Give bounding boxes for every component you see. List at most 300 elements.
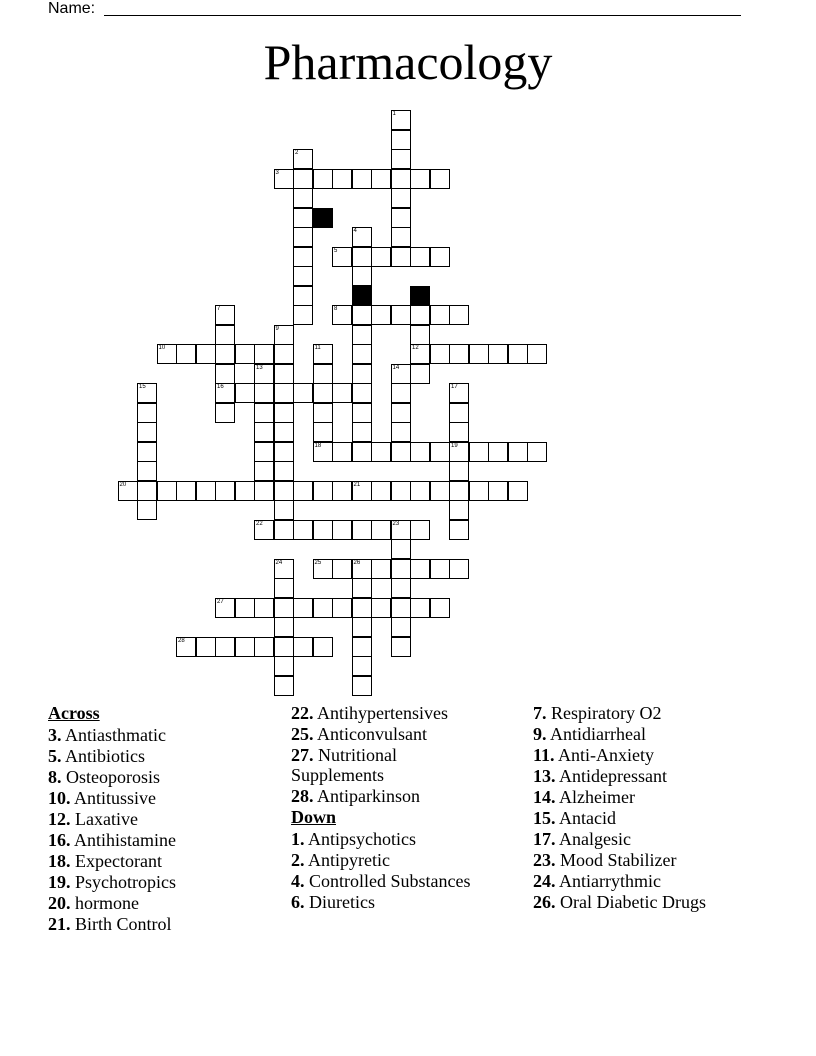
clue-text: Antiasthmatic <box>65 725 166 745</box>
grid-cell[interactable] <box>332 305 352 325</box>
grid-cell[interactable] <box>254 403 274 423</box>
grid-cell[interactable] <box>391 188 411 208</box>
grid-cell[interactable] <box>293 266 313 286</box>
clue-number: 16. <box>48 830 71 850</box>
clue-number: 2 <box>295 150 299 156</box>
clue-number: 3 <box>275 169 279 176</box>
grid-cell[interactable] <box>215 403 235 423</box>
clue-number: 6. <box>291 892 305 912</box>
grid-cell[interactable] <box>410 364 430 384</box>
clue-number: 27 <box>217 598 224 605</box>
grid-cell[interactable] <box>410 247 430 267</box>
grid-cell[interactable] <box>215 481 235 501</box>
grid-cell[interactable] <box>352 676 372 696</box>
black-cell <box>410 286 430 306</box>
grid-cell[interactable] <box>430 598 450 618</box>
clue-text: Laxative <box>75 809 138 829</box>
page-title: Pharmacology <box>263 34 553 90</box>
grid-cell[interactable] <box>313 637 333 657</box>
grid-cell[interactable] <box>274 656 294 676</box>
grid-cell[interactable] <box>215 383 235 403</box>
clue-number: 20. <box>48 893 71 913</box>
clue-number: 10. <box>48 788 71 808</box>
grid-cell[interactable] <box>352 227 372 247</box>
clue-text: Antidepressant <box>559 766 667 786</box>
clue-item <box>533 892 793 912</box>
grid-cell[interactable] <box>391 110 411 130</box>
grid-cell[interactable] <box>391 617 411 637</box>
clue-text: Anticonvulsant <box>317 724 428 744</box>
clue-item <box>533 808 793 828</box>
grid-cell[interactable] <box>196 481 216 501</box>
grid-cell[interactable] <box>371 247 391 267</box>
clue-number: 4. <box>291 871 305 891</box>
grid-cell[interactable] <box>137 461 157 481</box>
grid-cell[interactable] <box>352 481 372 501</box>
grid-cell[interactable] <box>391 227 411 247</box>
clue-number: 28 <box>178 637 185 644</box>
grid-cell[interactable] <box>469 344 489 364</box>
black-cell <box>313 208 333 228</box>
grid-cell[interactable] <box>430 169 450 189</box>
grid-cell[interactable] <box>274 578 294 598</box>
grid-cell[interactable] <box>176 344 196 364</box>
grid-cell[interactable] <box>293 247 313 267</box>
grid-cell[interactable] <box>352 578 372 598</box>
grid-cell[interactable] <box>215 344 235 364</box>
grid-cell[interactable] <box>254 344 274 364</box>
grid-cell[interactable] <box>157 344 177 364</box>
grid-cell[interactable] <box>196 344 216 364</box>
clue-number: 18 <box>314 442 322 449</box>
grid-cell[interactable] <box>274 461 294 481</box>
grid-cell[interactable] <box>313 403 333 423</box>
clue-item <box>48 788 278 808</box>
grid-cell[interactable] <box>410 305 430 325</box>
grid-cell[interactable] <box>274 169 294 189</box>
clue-number: 14. <box>533 787 556 807</box>
grid-cell[interactable] <box>293 520 313 540</box>
grid-cell[interactable] <box>430 559 450 579</box>
grid-cell[interactable] <box>293 286 313 306</box>
clue-number: 9. <box>533 724 547 744</box>
grid-cell[interactable] <box>391 637 411 657</box>
grid-cell[interactable] <box>352 383 372 403</box>
grid-cell[interactable] <box>449 305 469 325</box>
clue-number: 24 <box>275 559 283 566</box>
grid-cell[interactable] <box>371 598 391 618</box>
grid-cell[interactable] <box>313 520 333 540</box>
grid-cell[interactable] <box>430 344 450 364</box>
grid-cell[interactable] <box>293 149 313 169</box>
clue-item <box>533 787 793 807</box>
grid-cell[interactable] <box>254 637 274 657</box>
grid-cell[interactable] <box>274 442 294 462</box>
clue-heading: Down <box>291 807 337 827</box>
grid-cell[interactable] <box>352 403 372 423</box>
clue-number: 12 <box>412 345 419 351</box>
grid-cell[interactable] <box>410 325 430 345</box>
grid-cell[interactable] <box>352 656 372 676</box>
grid-cell[interactable] <box>235 383 255 403</box>
grid-cell[interactable] <box>254 442 274 462</box>
clue-item <box>291 829 491 849</box>
clue-item <box>48 893 278 913</box>
clue-number: 7. <box>533 703 547 723</box>
grid-cell[interactable] <box>332 247 352 267</box>
grid-cell[interactable] <box>274 325 294 345</box>
clue-number: 20 <box>119 481 127 488</box>
grid-cell[interactable] <box>430 305 450 325</box>
grid-cell[interactable] <box>430 442 450 462</box>
grid-cell[interactable] <box>371 442 391 462</box>
grid-cell[interactable] <box>391 130 411 150</box>
grid-cell[interactable] <box>352 305 372 325</box>
grid-cell[interactable] <box>274 598 294 618</box>
clue-item <box>291 786 491 806</box>
clue-number: 22 <box>256 520 263 527</box>
grid-cell[interactable] <box>371 305 391 325</box>
clue-number: 22. <box>291 703 314 723</box>
grid-cell[interactable] <box>137 403 157 423</box>
grid-cell[interactable] <box>391 383 411 403</box>
grid-cell[interactable] <box>137 422 157 442</box>
clue-text: Antipyretic <box>308 850 390 870</box>
clue-number: 13 <box>256 364 263 371</box>
clue-text: Antitussive <box>74 788 157 808</box>
grid-cell[interactable] <box>215 364 235 384</box>
clue-item <box>48 872 278 892</box>
clue-text: Analgesic <box>559 829 631 849</box>
clue-item <box>291 703 491 723</box>
grid-cell[interactable] <box>391 598 411 618</box>
grid-cell[interactable] <box>430 247 450 267</box>
grid-cell[interactable] <box>293 383 313 403</box>
clue-item <box>291 745 491 785</box>
clue-item <box>533 850 793 870</box>
grid-cell[interactable] <box>449 383 469 403</box>
grid-cell[interactable] <box>254 520 274 540</box>
grid-cell[interactable] <box>332 559 352 579</box>
grid-cell[interactable] <box>293 169 313 189</box>
clue-text: Mood Stabilizer <box>560 850 677 870</box>
grid-cell[interactable] <box>508 442 528 462</box>
clue-item <box>533 703 793 723</box>
grid-cell[interactable] <box>352 637 372 657</box>
grid-cell[interactable] <box>391 149 411 169</box>
grid-cell[interactable] <box>176 481 196 501</box>
grid-cell[interactable] <box>293 208 313 228</box>
clue-text: Expectorant <box>75 851 162 871</box>
grid-cell[interactable] <box>449 500 469 520</box>
clue-number: 7 <box>217 306 221 312</box>
clue-item <box>48 725 278 745</box>
grid-cell[interactable] <box>352 598 372 618</box>
clue-text: Psychotropics <box>75 872 176 892</box>
grid-cell[interactable] <box>274 520 294 540</box>
clue-item <box>533 766 793 786</box>
grid-cell[interactable] <box>313 481 333 501</box>
clues-middle-column <box>291 703 491 913</box>
clue-text: Diuretics <box>309 892 375 912</box>
clue-item <box>291 724 491 744</box>
grid-cell[interactable] <box>274 637 294 657</box>
grid-cell[interactable] <box>410 481 430 501</box>
clue-number: 11 <box>314 345 321 351</box>
clue-text: Antiparkinson <box>317 786 421 806</box>
grid-cell[interactable] <box>332 520 352 540</box>
grid-cell[interactable] <box>235 481 255 501</box>
clue-number: 24. <box>533 871 556 891</box>
grid-cell[interactable] <box>235 344 255 364</box>
clue-number: 27. <box>291 745 314 765</box>
grid-cell[interactable] <box>371 169 391 189</box>
clue-item <box>291 892 491 912</box>
grid-cell[interactable] <box>352 325 372 345</box>
grid-cell[interactable] <box>508 344 528 364</box>
clue-number: 26 <box>353 559 361 566</box>
grid-cell[interactable] <box>254 422 274 442</box>
clue-text: Antacid <box>559 808 616 828</box>
grid-cell[interactable] <box>313 422 333 442</box>
grid-cell[interactable] <box>449 481 469 501</box>
clue-item <box>48 851 278 871</box>
grid-cell[interactable] <box>391 422 411 442</box>
clue-text: Antihypertensives <box>317 703 448 723</box>
grid-cell[interactable] <box>137 442 157 462</box>
clue-number: 15 <box>139 384 146 390</box>
grid-cell[interactable] <box>254 364 274 384</box>
grid-cell[interactable] <box>469 442 489 462</box>
clue-number: 19. <box>48 872 71 892</box>
clue-number: 2. <box>291 850 305 870</box>
clue-number: 10 <box>158 345 166 351</box>
grid-cell[interactable] <box>274 676 294 696</box>
clue-text: Alzheimer <box>559 787 635 807</box>
clue-text: Antipsychotics <box>308 829 417 849</box>
clue-number: 1 <box>392 111 396 117</box>
grid-cell[interactable] <box>137 383 157 403</box>
grid-cell[interactable] <box>391 247 411 267</box>
clue-number: 23. <box>533 850 556 870</box>
grid-cell[interactable] <box>254 481 274 501</box>
grid-cell[interactable] <box>215 325 235 345</box>
grid-cell[interactable] <box>391 403 411 423</box>
clue-number: 8. <box>48 767 62 787</box>
grid-cell[interactable] <box>352 442 372 462</box>
grid-cell[interactable] <box>371 559 391 579</box>
clue-text: Antibiotics <box>65 746 146 766</box>
clue-text: Birth Control <box>75 914 172 934</box>
grid-cell[interactable] <box>352 344 372 364</box>
grid-cell[interactable] <box>352 169 372 189</box>
clue-number: 9 <box>275 325 279 332</box>
grid-cell[interactable] <box>391 305 411 325</box>
grid-cell[interactable] <box>352 520 372 540</box>
grid-cell[interactable] <box>332 598 352 618</box>
grid-cell[interactable] <box>449 461 469 481</box>
grid-cell[interactable] <box>293 305 313 325</box>
clue-number: 5 <box>334 247 338 254</box>
clue-text: Osteoporosis <box>66 767 160 787</box>
grid-cell[interactable] <box>410 520 430 540</box>
grid-cell[interactable] <box>410 344 430 364</box>
clue-number: 4 <box>353 228 357 234</box>
grid-cell[interactable] <box>352 266 372 286</box>
grid-cell[interactable] <box>352 617 372 637</box>
clue-text: Controlled Substances <box>309 871 471 891</box>
clue-number: 17 <box>451 384 458 390</box>
grid-cell[interactable] <box>274 364 294 384</box>
clue-item <box>533 829 793 849</box>
grid-cell[interactable] <box>157 481 177 501</box>
grid-cell[interactable] <box>332 481 352 501</box>
clue-item <box>48 914 278 934</box>
clue-heading: Across <box>48 703 100 723</box>
grid-cell[interactable] <box>488 344 508 364</box>
grid-cell[interactable] <box>274 344 294 364</box>
grid-cell[interactable] <box>332 169 352 189</box>
grid-cell[interactable] <box>352 364 372 384</box>
clue-number: 18. <box>48 851 71 871</box>
clue-number: 13. <box>533 766 556 786</box>
clue-item <box>48 767 278 787</box>
grid-cell[interactable] <box>449 520 469 540</box>
clue-item <box>48 830 278 850</box>
grid-cell[interactable] <box>254 383 274 403</box>
grid-cell[interactable] <box>313 344 333 364</box>
clue-text: hormone <box>75 893 139 913</box>
grid-cell[interactable] <box>391 520 411 540</box>
grid-cell[interactable] <box>410 598 430 618</box>
grid-cell[interactable] <box>391 559 411 579</box>
grid-cell[interactable] <box>449 559 469 579</box>
grid-cell[interactable] <box>313 559 333 579</box>
grid-cell[interactable] <box>293 637 313 657</box>
grid-cell[interactable] <box>274 403 294 423</box>
clue-item <box>533 871 793 891</box>
grid-cell[interactable] <box>469 481 489 501</box>
grid-cell[interactable] <box>391 539 411 559</box>
grid-cell[interactable] <box>371 520 391 540</box>
grid-cell[interactable] <box>254 461 274 481</box>
grid-cell[interactable] <box>410 169 430 189</box>
clue-number: 15. <box>533 808 556 828</box>
grid-cell[interactable] <box>313 364 333 384</box>
grid-cell[interactable] <box>488 481 508 501</box>
grid-cell[interactable] <box>371 481 391 501</box>
clue-number: 16 <box>217 384 224 390</box>
clue-number: 5. <box>48 746 62 766</box>
clue-number: 21. <box>48 914 71 934</box>
clue-number: 17. <box>533 829 556 849</box>
grid-cell[interactable] <box>254 598 274 618</box>
grid-cell[interactable] <box>391 481 411 501</box>
grid-cell[interactable] <box>274 383 294 403</box>
grid-cell[interactable] <box>118 481 138 501</box>
grid-cell[interactable] <box>235 637 255 657</box>
grid-cell[interactable] <box>215 598 235 618</box>
grid-cell[interactable] <box>176 637 196 657</box>
clue-number: 12. <box>48 809 71 829</box>
grid-cell[interactable] <box>430 481 450 501</box>
grid-cell[interactable] <box>137 500 157 520</box>
grid-cell[interactable] <box>332 442 352 462</box>
grid-cell[interactable] <box>235 598 255 618</box>
grid-cell[interactable] <box>527 344 547 364</box>
clue-number: 19 <box>451 442 458 449</box>
grid-cell[interactable] <box>313 169 333 189</box>
clue-text: Oral Diabetic Drugs <box>560 892 706 912</box>
clue-text: Respiratory O2 <box>551 703 662 723</box>
grid-cell[interactable] <box>293 598 313 618</box>
grid-cell[interactable] <box>293 227 313 247</box>
clue-number: 8 <box>334 306 338 312</box>
grid-cell[interactable] <box>352 559 372 579</box>
grid-cell[interactable] <box>313 383 333 403</box>
grid-cell[interactable] <box>391 442 411 462</box>
grid-cell[interactable] <box>137 481 157 501</box>
grid-cell[interactable] <box>274 617 294 637</box>
name-label: Name: <box>48 0 96 17</box>
clues-down-column <box>533 703 793 913</box>
clue-number: 21 <box>353 481 361 488</box>
grid-cell[interactable] <box>410 559 430 579</box>
grid-cell[interactable] <box>449 344 469 364</box>
clue-text: Antidiarrheal <box>550 724 646 744</box>
grid-cell[interactable] <box>274 481 294 501</box>
clue-number: 3. <box>48 725 62 745</box>
grid-cell[interactable] <box>391 364 411 384</box>
clue-number: 11. <box>533 745 555 765</box>
grid-cell[interactable] <box>274 422 294 442</box>
grid-cell[interactable] <box>508 481 528 501</box>
grid-cell[interactable] <box>527 442 547 462</box>
grid-cell[interactable] <box>410 442 430 462</box>
clue-number: 1. <box>291 829 305 849</box>
clue-number: 26. <box>533 892 556 912</box>
grid-cell[interactable] <box>215 637 235 657</box>
clue-number: 28. <box>291 786 314 806</box>
grid-cell[interactable] <box>313 598 333 618</box>
clue-number: 23 <box>392 520 400 527</box>
grid-cell[interactable] <box>215 305 235 325</box>
clue-item <box>291 850 491 870</box>
clue-item <box>291 871 491 891</box>
clue-item <box>48 809 278 829</box>
grid-cell[interactable] <box>293 481 313 501</box>
grid-cell[interactable] <box>449 422 469 442</box>
grid-cell[interactable] <box>274 559 294 579</box>
grid-cell[interactable] <box>391 208 411 228</box>
grid-cell[interactable] <box>391 578 411 598</box>
grid-cell[interactable] <box>352 422 372 442</box>
grid-cell[interactable] <box>391 169 411 189</box>
grid-cell[interactable] <box>196 637 216 657</box>
clue-text: Antihistamine <box>74 830 177 850</box>
clue-number: 25. <box>291 724 314 744</box>
grid-cell[interactable] <box>449 442 469 462</box>
grid-cell[interactable] <box>313 442 333 462</box>
grid-cell[interactable] <box>274 500 294 520</box>
grid-cell[interactable] <box>293 188 313 208</box>
clue-number: 14 <box>392 364 400 371</box>
grid-cell[interactable] <box>488 442 508 462</box>
grid-cell[interactable] <box>352 247 372 267</box>
grid-cell[interactable] <box>332 383 352 403</box>
black-cell <box>352 286 372 306</box>
grid-cell[interactable] <box>449 403 469 423</box>
